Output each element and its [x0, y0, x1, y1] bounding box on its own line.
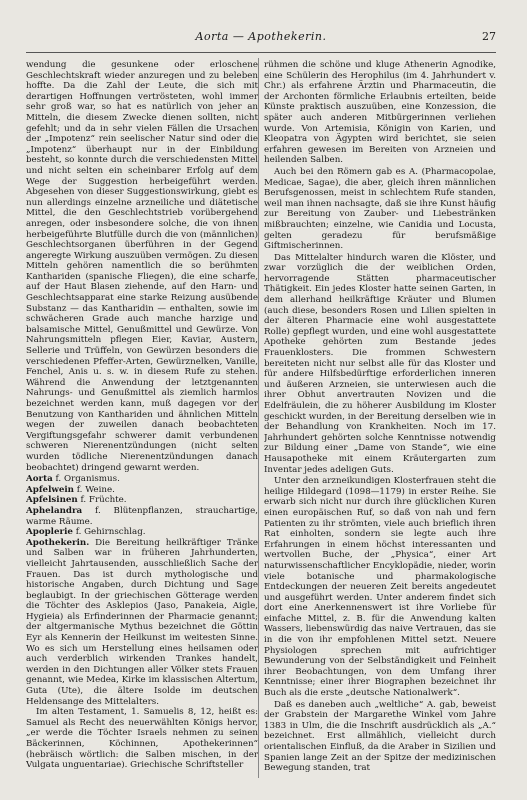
- entry-headword: Apfelwein: [26, 484, 75, 495]
- entry-apothekerin: [26, 538, 258, 708]
- entry-definition: f. Gehirnschlag.: [75, 527, 146, 538]
- paragraph: Unter den arzneikundigen Klosterfrauen steht die heilige Hildegard (1098—1179) in erster Reihe. Sie erwarb sich nicht nur durch ihre glücklichen Kuren einen europäischen Ruf, so daß von nah und fern Patienten zu ihr strömten, viele auch brieflich ihren Rat einholten, sondern sie legte auch ihre Erfahrungen in einem höchst interessanten und wertvollen Buche, der „Physica“, einer Art naturwissenschaftlicher Encyklopädie, nieder, worin viele botanische und pharmakologische Entdeckungen der neueren Zeit bereits angedeutet und ausgeführt werden. Unter anderem findet sich dort eine Anerkennenswert ist ihre Vorliebe für einfache Mittel, z. B. für die Anwendung kalten Wassers, liebenswürdig das naive Vertrauen, das sie in die von ihr empfohlenen Mittel setzt. Neuere Physiologen sprechen mit aufrichtiger Bewunderung von der Selbständigkeit und Feinheit ihrer Beobachtungen, von dem Umfang ihrer Kenntnisse; einer ihrer Biographen bezeichnet ihr Buch als die erste „deutsche Nationalwerk“.: [264, 476, 496, 699]
- header-rule: [26, 52, 496, 53]
- paragraph: Das Mittelalter hindurch waren die Klöster, und zwar vorzüglich die der weiblichen Orden, hervorragende Stätten pharmaceutischer Thätigkeit. Ein jedes Kloster hatte seinen Garten, in dem allerhand heilkräftige Kräuter und Blumen (auch diese, besonders Rosen und Lilien spielten in der älteren Pharmacie eine wohl ausgestattete Rolle) gepflegt wurden, und eine wohl ausgestattete Apotheke gehörten zum Bestande jedes Frauenklosters. Die frommen Schwestern bereiteten nicht nur selbst alle für das Kloster und für andere Hilfsbedürftige erforderlichen inneren und äußeren Arzneien, sie unterwiesen auch die ihrer Obhut anvertrauten Novizen und die Edelfräulein, die zu höherer Ausbildung im Kloster geschickt wurden, in der Bereitung derselben wie in der Behandlung von Krankheiten. Noch im 17. Jahrhundert gehörten solche Kenntnisse notwendig zur Bildung einer „Dame von Stande“, wie eine Hausapotheke mit einem Kräutergarten zum Inventar jedes adeligen Guts.: [264, 252, 496, 475]
- entry-headword: Apfelsinen: [26, 495, 78, 506]
- left-column: [26, 60, 258, 790]
- paragraph: wendung die gesunkene oder erloschene Geschlechtskraft wieder anzuregen und zu beleben hoffte. Da die Zahl der Leute, die sich mit derartigen Hoffnungen vertrösteten, wohl immer sehr groß war, so hat es natürlich von jeher an Mitteln, die diesem Zwecke dienen sollten, nicht gefehlt; und da in sehr vielen Fällen die Ursachen der „Impotenz“ rein seelischer Natur sind oder die „Impotenz“ überhaupt nur in der Einbildung besteht, so konnte durch die verschiedensten Mittel und nicht selten ein scheinbarer Erfolg auf dem Wege der Suggestion herbeigeführt werden. Abgesehen von dieser Suggestionswirkung, giebt es nun allerdings einzelne arzneiliche und diätetische Mittel, die den Geschlechtstrieb vorübergehend anregen, oder insbesondere solche, die von ihnen herbeigeführte Blutfülle durch die von (männlichen) Geschlechtsorganen überführen in der Gegend angeregte Wirkung auszuüben vermögen. Zu diesen Mitteln gehören namentlich die so berühmten Kanthariden (spanische Fliegen), die eine scharfe, auf der Haut Blasen ziehende, auf den Harn- und Geschlechtsapparat eine starke Reizung ausübende Substanz — das Kantharidin — enthalten, sowie im schwächeren Grade auch manche harzige und balsamische Mittel, Genußmittel und Gewürze. Von Nahrungsmitteln pflegen Eier, Kaviar, Austern, Sellerie und Trüffeln, von Gewürzen besonders die verschiedenen Pfeffer-Arten, Gewürznelken, Vanille, Fenchel, Anis u. s. w. in diesem Rufe zu stehen. Während die Anwendung der letztgenannten Nahrungs- und Genußmittel als ziemlich harmlos bezeichnet werden kann, muß dagegen vor der Benutzung von Kanthariden und ähnlichen Mitteln wegen der zuweilen danach beobachteten Vergiftungsgefahr schwerer damit verbundenen schweren Nierenentzündungen (nicht selten wurden tödliche Nierenentzündungen danach beobachtet) dringend gewarnt werden.: [26, 60, 258, 473]
- column-divider: [258, 58, 259, 778]
- entry-headword: Apothekerin.: [26, 537, 90, 548]
- paragraph: rühmen die schöne und kluge Athenerin Agnodike, eine Schülerin des Herophilus (im 4. Jahrhundert v. Chr.) als erfahrene Ärztin und Pharmaceutin, die der Archonten förmliche Erlaubnis erteilten, beide Künste praktisch auszuüben, eine Konzession, die später auch anderen Mitbürgerinnen verliehen wurde. Von Artemisia, Königin von Karien, und Kleopatra von Ägypten wird berichtet, sie seien erfahren gewesen im Bereiten von Arzneien und heilenden Salben.: [264, 60, 496, 166]
- running-head: Aorta — Apothekerin.: [195, 30, 327, 43]
- entry-text: Die Bereitung heilkräftiger Tränke und Salben war in früheren Jahrhunderten, vielleicht Jahrtausenden, ausschließlich Sache der Frauen. Das ist durch mythologische und historische Angaben, durch Dichtung und Sage beglaubigt. In der griechischen Götterage werden die Töchter des Asklepios (Jaso, Panakeia, Aigle, Hygieia) als Erfinderinnen der Pharmacie genannt; der altgermanische Mythus bezeichnet die Göttin Eyr als Kennerin der Heilkunst im weitesten Sinne. Wo es sich um Herstellung eines heilsamen oder auch verderblich wirkenden Trankes handelt, werden in den Dichtungen aller Völker stets Frauen genannt, wie Medea, Kirke im klassischen Altertum, Guta (Ute), die ältere Isolde im deutschen Heldensange des Mittelalters.: [26, 537, 258, 707]
- paragraph: Im alten Testament, 1. Samuelis 8, 12, heißt es: Samuel als Recht des neuerwählten Königs hervor, „er werde die Töchter Israels nehmen zu seinen Bäckerinnen, Köchinnen, Apothekerinnen“ (hebräisch wörtlich: die Salben mischen, in der Vulgata unguentariae). Griechische Schriftsteller: [26, 707, 258, 771]
- entry-definition: f. Organismus.: [55, 474, 120, 485]
- entry-definition: f. Früchte.: [80, 495, 127, 506]
- entry-apoplerie: [26, 527, 258, 538]
- page-number: 27: [482, 30, 496, 43]
- entry-headword: Aorta: [26, 474, 53, 485]
- entry-definition: f. Weine.: [76, 484, 115, 495]
- entry-apfelwein: [26, 485, 258, 496]
- entry-aorta: [26, 474, 258, 485]
- page-header: [26, 30, 496, 46]
- entry-aphelandra: [26, 506, 258, 527]
- paragraph: Auch bei den Römern gab es A. (Pharmacopolae, Medicae, Sagae), die aber, gleich ihren männlichen Berufsgenossen, meist in schlechtem Rufe standen, weil man ihnen nachsagte, daß sie ihre Kunst häufig zur Bereitung von Zauber- und Liebestränken mißbrauchten; einzelne, wie Canidia und Locusta, gelten geradezu für berufsmäßige Giftmischerinnen.: [264, 166, 496, 252]
- entry-definition: f. Blütenpflanzen, strauchartige, warme Räume.: [26, 505, 258, 527]
- entry-headword: Apoplerie: [26, 527, 73, 538]
- paragraph: Daß es daneben auch „weltliche“ A. gab, beweist der Grabstein der Margarethe Winkel vom Jahre 1383 in Ulm, die die Inschrift ausdrücklich als „A.“ bezeichnet. Erst allmählich, vielleicht durch orientalischen Einfluß, da die Araber in Sizilien und Spanien lange Zeit an der Spitze der medizinischen Bewegung standen, trat: [264, 699, 496, 774]
- right-column: [264, 60, 496, 790]
- entry-headword: Aphelandra: [26, 505, 83, 516]
- entry-apfelsinen: [26, 495, 258, 506]
